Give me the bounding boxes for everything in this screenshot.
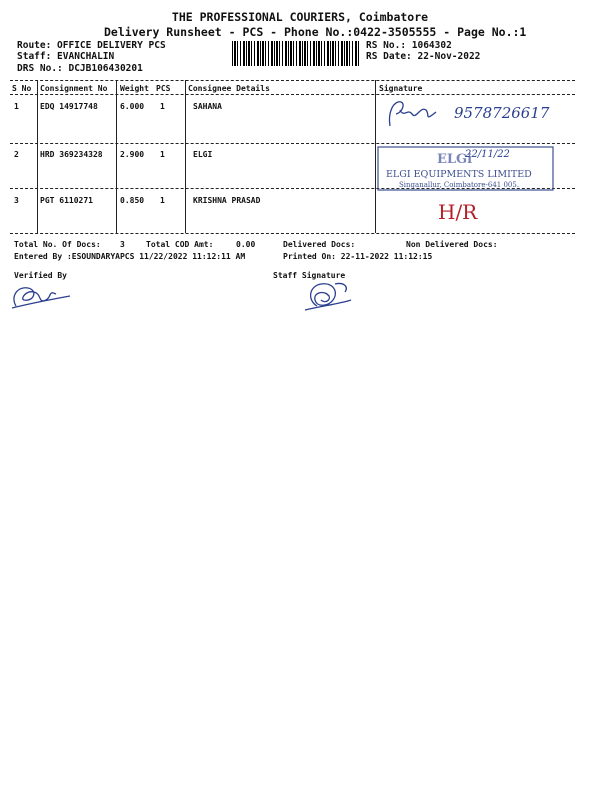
row-consignment: EDQ 14917748: [40, 102, 98, 111]
hr-handwriting: H/R: [438, 200, 478, 224]
total-docs-value: 3: [120, 240, 125, 249]
total-cod-label: Total COD Amt:: [146, 240, 214, 249]
col-divider: [37, 80, 38, 233]
col-header-sno: S No: [12, 84, 32, 93]
table-top-rule: [10, 80, 575, 81]
col-divider: [375, 80, 376, 233]
entered-by: Entered By :ESOUNDARYAPCS 11/22/2022 11:12:11 AM: [14, 252, 246, 261]
col-header-signature: Signature: [379, 84, 423, 93]
row-consignee: KRISHNA PRASAD: [193, 196, 261, 205]
row-sno: 1: [14, 102, 19, 111]
col-header-pcs: PCS: [156, 84, 171, 93]
phone-handwriting: 9578726617: [454, 104, 550, 122]
staff-signature-label: Staff Signature: [273, 271, 346, 280]
company-stamp: [377, 146, 555, 192]
row-rule: [10, 143, 575, 144]
col-divider: [185, 80, 186, 233]
verified-signature: [8, 280, 78, 314]
company-title: THE PROFESSIONAL COURIERS, Coimbatore: [171, 10, 429, 24]
drs-number: DRS No.: DCJB106430201: [17, 63, 143, 74]
total-cod-value: 0.00: [236, 240, 256, 249]
row-consignment: PGT 6110271: [40, 196, 93, 205]
row-pcs: 1: [160, 196, 165, 205]
row-sno: 2: [14, 150, 19, 159]
col-divider: [116, 80, 117, 233]
non-delivered-docs-label: Non Delivered Docs:: [406, 240, 498, 249]
col-header-weight: Weight: [120, 84, 149, 93]
col-header-consignee: Consignee Details: [188, 84, 270, 93]
row-consignee: SAHANA: [193, 102, 222, 111]
staff-signature: [295, 278, 365, 314]
verified-by-label: Verified By: [14, 271, 67, 280]
row-pcs: 1: [160, 102, 165, 111]
delivered-docs-label: Delivered Docs:: [283, 240, 356, 249]
stamp-logo: ELGi: [437, 152, 473, 167]
row-sno: 3: [14, 196, 19, 205]
printed-on: Printed On: 22-11-2022 11:12:15: [283, 252, 433, 261]
barcode-image: [232, 41, 360, 66]
stamp-company-name: ELGI EQUIPMENTS LIMITED: [386, 169, 532, 180]
rs-number: RS No.: 1064302: [366, 40, 452, 51]
staff-text: Staff: EVANCHALIN: [17, 51, 115, 62]
stamp-address: Singanallur, Coimbatore-641 005.: [399, 181, 520, 189]
runsheet-title: Delivery Runsheet - PCS - Phone No.:0422-3505555 - Page No.:1: [104, 25, 527, 39]
row-weight: 2.900: [120, 150, 145, 159]
total-docs-label: Total No. Of Docs:: [14, 240, 101, 249]
route-text: Route: OFFICE DELIVERY PCS: [17, 40, 166, 51]
row-consignee: ELGI: [193, 150, 213, 159]
row-pcs: 1: [160, 150, 165, 159]
handwritten-signature-row1: [380, 96, 580, 136]
table-header-rule: [10, 94, 575, 95]
row-consignment: HRD 369234328: [40, 150, 103, 159]
row-weight: 0.850: [120, 196, 145, 205]
rs-date: RS Date: 22-Nov-2022: [366, 51, 481, 62]
col-header-consignment: Consignment No: [40, 84, 108, 93]
table-bottom-rule: [10, 233, 575, 234]
row-weight: 6.000: [120, 102, 145, 111]
stamp-date-handwriting: 22/11/22: [465, 149, 510, 160]
